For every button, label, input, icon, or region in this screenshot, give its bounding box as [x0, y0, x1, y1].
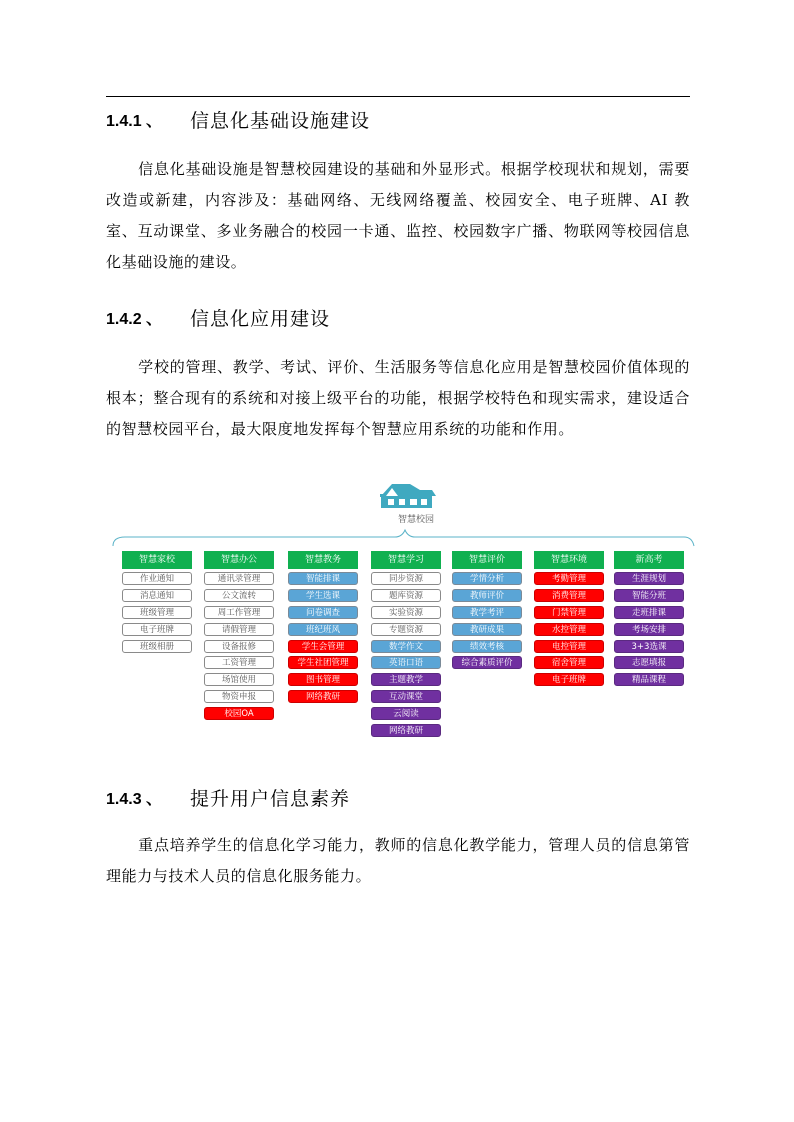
section-number: 1.4.2 、 [106, 310, 163, 328]
root-label: 智慧校园 [397, 515, 434, 525]
category-header: 智慧评价 [452, 551, 522, 569]
leaf-item: 生涯规划 [614, 572, 684, 585]
section-title: 提升用户信息素养 [190, 787, 351, 810]
leaf-item: 校园OA [204, 707, 274, 720]
leaf-item: 场馆使用 [204, 673, 274, 686]
leaf-item: 互动课堂 [371, 690, 441, 703]
category-column-3 [288, 551, 358, 707]
leaf-item: 班纪班风 [288, 623, 358, 636]
leaf-item: 主题教学 [371, 673, 441, 686]
leaf-item: 智能分班 [614, 589, 684, 602]
leaf-item: 题库资源 [371, 589, 441, 602]
leaf-item: 精品课程 [614, 673, 684, 686]
leaf-item: 电子班牌 [534, 673, 604, 686]
category-header: 智慧家校 [122, 551, 192, 569]
leaf-item: 专题资源 [371, 623, 441, 636]
house-icon [380, 484, 436, 508]
paragraph-text: 学校的管理、教学、考试、评价、生活服务等信息化应用是智慧校园价值体现的根本；整合现有的系统和对接上级平台的功能，根据学校特色和现实需求，建设适合的智慧校园平台，最大限度地发挥每个智慧应用系统的功能和作用。 [106, 358, 690, 438]
leaf-item: 电子班牌 [122, 623, 192, 636]
section-title: 信息化应用建设 [190, 307, 331, 330]
leaf-item: 班级相册 [122, 640, 192, 653]
leaf-item: 请假管理 [204, 623, 274, 636]
leaf-item: 网络教研 [371, 724, 441, 737]
category-column-2 [204, 551, 274, 724]
leaf-item: 3+3选课 [614, 640, 684, 653]
leaf-item: 公文流转 [204, 589, 274, 602]
leaf-item: 水控管理 [534, 623, 604, 636]
category-column-7 [614, 551, 684, 690]
category-column-4 [371, 551, 441, 741]
section-number: 1.4.1 、 [106, 112, 163, 130]
section-heading-1-4-3 [106, 782, 350, 812]
leaf-item: 通讯录管理 [204, 572, 274, 585]
leaf-item: 门禁管理 [534, 606, 604, 619]
leaf-item: 英语口语 [371, 656, 441, 669]
leaf-item: 云阅读 [371, 707, 441, 720]
leaf-item: 问卷调查 [288, 606, 358, 619]
leaf-item: 教研成果 [452, 623, 522, 636]
leaf-item: 学生选课 [288, 589, 358, 602]
leaf-item: 物资申报 [204, 690, 274, 703]
category-header: 智慧学习 [371, 551, 441, 569]
leaf-item: 作业通知 [122, 572, 192, 585]
category-column-5 [452, 551, 522, 673]
leaf-item: 学生社团管理 [288, 656, 358, 669]
leaf-item: 数学作文 [371, 640, 441, 653]
leaf-item: 综合素质评价 [452, 656, 522, 669]
category-header: 智慧办公 [204, 551, 274, 569]
leaf-item: 网络教研 [288, 690, 358, 703]
leaf-item: 教学考评 [452, 606, 522, 619]
category-column-1 [122, 551, 192, 656]
paragraph-text: 信息化基础设施是智慧校园建设的基础和外显形式。根据学校现状和规划，需要改造或新建，内容涉及：基础网络、无线网络覆盖、校园安全、电子班牌、AI 教室、互动课堂、多业务融合的校园一卡通、监控、校园数字广播、物联网等校园信息化基础设施的建设。 [106, 160, 690, 271]
leaf-item: 走班排课 [614, 606, 684, 619]
category-header: 智慧教务 [288, 551, 358, 569]
leaf-item: 周工作管理 [204, 606, 274, 619]
leaf-item: 设备报修 [204, 640, 274, 653]
leaf-item: 学生会管理 [288, 640, 358, 653]
paragraph-text: 重点培养学生的信息化学习能力，教师的信息化教学能力，管理人员的信息第管理能力与技术人员的信息化服务能力。 [106, 836, 690, 885]
leaf-item: 同步资源 [371, 572, 441, 585]
leaf-item: 实验资源 [371, 606, 441, 619]
leaf-item: 消息通知 [122, 589, 192, 602]
leaf-item: 图书管理 [288, 673, 358, 686]
leaf-item: 智能排课 [288, 572, 358, 585]
leaf-item: 绩效考核 [452, 640, 522, 653]
leaf-item: 志愿填报 [614, 656, 684, 669]
leaf-item: 学情分析 [452, 572, 522, 585]
section-number: 1.4.3 、 [106, 790, 163, 808]
leaf-item: 教师评价 [452, 589, 522, 602]
leaf-item: 班级管理 [122, 606, 192, 619]
section-title: 信息化基础设施建设 [190, 109, 371, 132]
section-paragraph-1-4-3 [106, 830, 690, 892]
category-header: 智慧环境 [534, 551, 604, 569]
leaf-item: 电控管理 [534, 640, 604, 653]
leaf-item: 宿舍管理 [534, 656, 604, 669]
leaf-item: 工资管理 [204, 656, 274, 669]
category-header: 新高考 [614, 551, 684, 569]
leaf-item: 考勤管理 [534, 572, 604, 585]
leaf-item: 消费管理 [534, 589, 604, 602]
category-column-6 [534, 551, 604, 690]
brace-line [113, 530, 694, 546]
leaf-item: 考场安排 [614, 623, 684, 636]
